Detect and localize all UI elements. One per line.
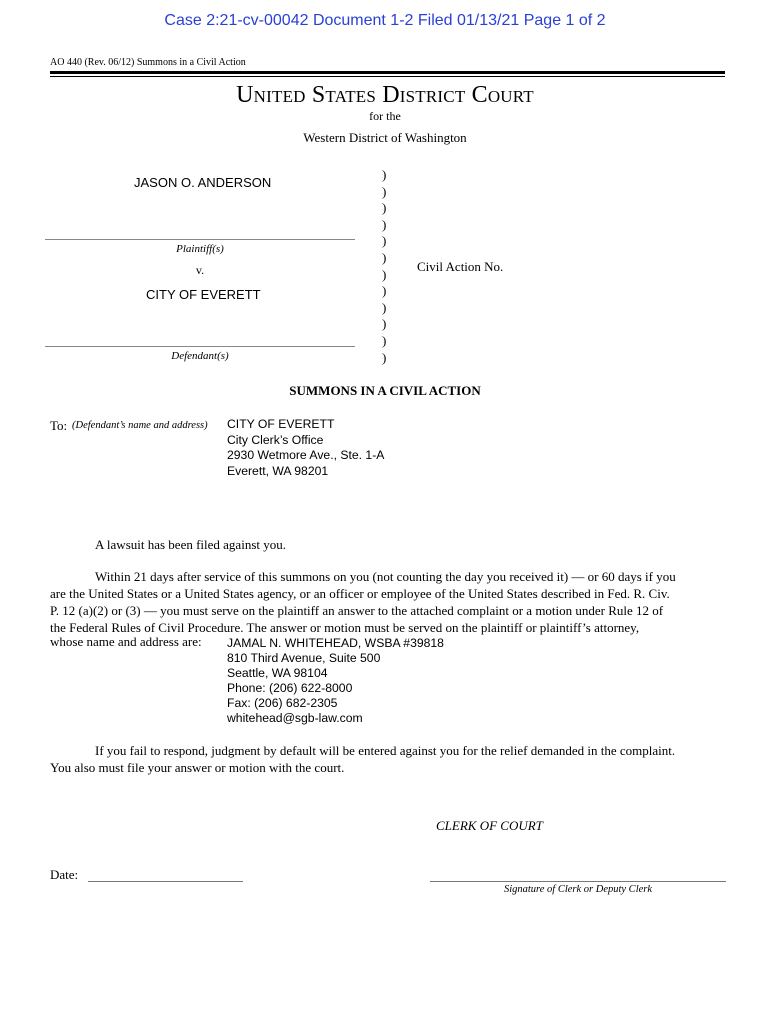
attorney-address-block <box>227 636 444 726</box>
versus-text: v. <box>195 263 205 277</box>
defendant-line <box>45 346 355 347</box>
header-rule-thin <box>50 76 725 77</box>
caption-parenthesis: ) <box>382 200 387 216</box>
court-title-part: ISTRICT <box>399 87 466 106</box>
lawsuit-filed-paragraph: A lawsuit has been filed against you. <box>95 537 286 552</box>
whose-name-label: whose name and address are: <box>50 634 202 649</box>
court-title-part: TATES <box>325 87 377 106</box>
court-title-part: C <box>471 82 488 108</box>
caption-parenthesis: ) <box>382 216 387 232</box>
signature-label: Signature of Clerk or Deputy Clerk <box>503 884 653 895</box>
caption-parenthesis: ) <box>382 249 387 265</box>
header-rule-thick <box>50 71 725 74</box>
caption-parenthesis: ) <box>382 233 387 249</box>
court-title-part: NITED <box>253 87 306 106</box>
caption-parenthesis: ) <box>382 283 387 299</box>
caption-parenthesis-column <box>382 167 386 366</box>
caption-parenthesis: ) <box>382 316 387 332</box>
address-line: Everett, WA 98201 <box>227 463 329 478</box>
caption-parenthesis: ) <box>382 266 387 282</box>
attorney-line: JAMAL N. WHITEHEAD, WSBA #39818 <box>227 636 444 650</box>
district-name: Western District of Washington <box>303 130 467 145</box>
caption-parenthesis: ) <box>382 349 387 365</box>
paragraph-line: You also must file your answer or motion with the court. <box>50 760 345 775</box>
attorney-line: Phone: (206) 622-8000 <box>227 681 353 695</box>
attorney-line: Seattle, WA 98104 <box>227 666 328 680</box>
civil-action-label: Civil Action No. <box>417 259 504 274</box>
paragraph-line: are the United States or a United States agency, or an officer or employee of the United States described in Fed. R. Civ. <box>50 586 670 601</box>
attorney-line: 810 Third Avenue, Suite 500 <box>227 651 381 665</box>
court-title-part: D <box>382 82 400 108</box>
caption-parenthesis: ) <box>382 299 387 315</box>
address-line: CITY OF EVERETT <box>227 417 335 431</box>
address-line: 2930 Wetmore Ave., Ste. 1-A <box>227 448 385 462</box>
plaintiff-line <box>45 239 355 240</box>
defendant-label: Defendant(s) <box>171 350 229 362</box>
form-identifier: AO 440 (Rev. 06/12) Summons in a Civil Action <box>50 57 246 68</box>
court-title <box>0 82 770 109</box>
court-title-part: S <box>311 82 326 108</box>
paragraph-line: P. 12 (a)(2) or (3) — you must serve on the plaintiff an answer to the attached complaint or a motion under Rule 12 of <box>50 603 664 618</box>
signature-line[interactable] <box>430 881 726 882</box>
response-deadline-paragraph <box>50 568 726 636</box>
caption-parenthesis: ) <box>382 332 387 348</box>
to-label: To: <box>50 418 68 433</box>
address-line: City Clerk’s Office <box>227 432 324 447</box>
plaintiff-label: Plaintiff(s) <box>176 243 224 255</box>
paragraph-line: If you fail to respond, judgment by default will be entered against you for the relief demanded in the complaint. <box>95 743 676 758</box>
caption-parenthesis: ) <box>382 167 387 182</box>
paragraph-line: the Federal Rules of Civil Procedure. The answer or motion must be served on the plaintiff or plaintiff’s attorney, <box>50 620 640 635</box>
clerk-of-court-label: CLERK OF COURT <box>436 818 543 833</box>
paragraph-line: Within 21 days after service of this summons on you (not counting the day you received it) — or 60 days if you <box>95 569 676 584</box>
date-field-line[interactable] <box>88 881 243 882</box>
document-title: SUMMONS IN A CIVIL ACTION <box>289 383 481 398</box>
defendant-name: CITY OF EVERETT <box>146 287 261 302</box>
court-title-part: OURT <box>487 87 534 106</box>
attorney-line: Fax: (206) 682-2305 <box>227 696 338 710</box>
court-title-part: U <box>236 82 254 108</box>
caption-parenthesis: ) <box>382 183 387 199</box>
date-label: Date: <box>50 867 79 882</box>
defendant-address-block <box>227 417 384 479</box>
to-hint: (Defendant’s name and address) <box>72 420 208 431</box>
default-judgment-paragraph <box>50 742 726 776</box>
for-the-text: for the <box>369 109 401 123</box>
attorney-line: whitehead@sgb-law.com <box>227 711 363 725</box>
ecf-filing-header: Case 2:21-cv-00042 Document 1-2 Filed 01/13/21 Page 1 of 2 <box>164 12 606 29</box>
plaintiff-name: JASON O. ANDERSON <box>134 175 272 190</box>
